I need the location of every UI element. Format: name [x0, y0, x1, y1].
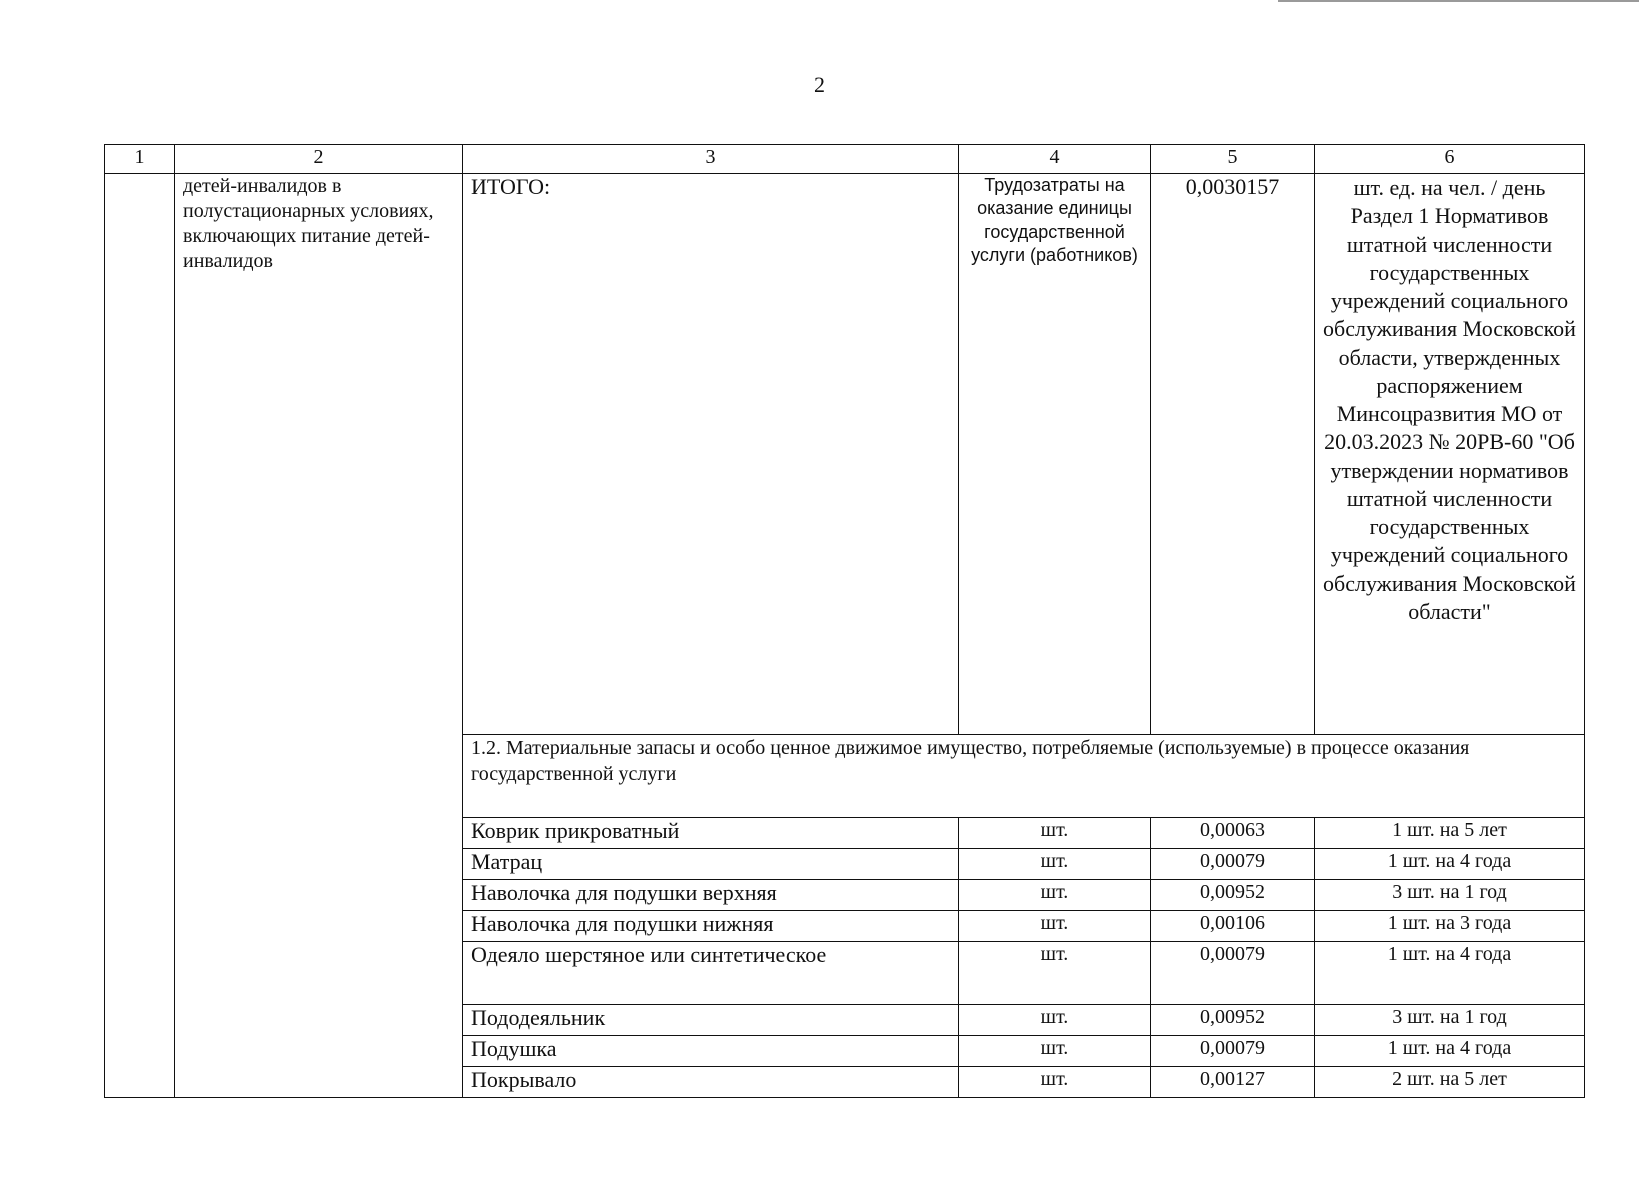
scan-edge-line	[1278, 0, 1639, 2]
material-name: Пододеяльник	[463, 1005, 959, 1036]
material-name: Матрац	[463, 849, 959, 880]
material-unit: шт.	[959, 818, 1151, 849]
column-number-row	[105, 145, 1585, 174]
column-number: 6	[1315, 145, 1585, 174]
material-name: Наволочка для подушки верхняя	[463, 880, 959, 911]
column-number: 2	[175, 145, 463, 174]
itogo-unit: Трудозатраты на оказание единицы государственной услуги (работников)	[959, 174, 1151, 735]
material-norm: 3 шт. на 1 год	[1315, 880, 1585, 911]
column-number: 4	[959, 145, 1151, 174]
material-value: 0,00106	[1151, 911, 1315, 942]
service-name-cell: детей-инвалидов в полустационарных условиях, включающих питание детей-инвалидов	[175, 174, 463, 1098]
material-norm: 1 шт. на 3 года	[1315, 911, 1585, 942]
material-norm: 1 шт. на 4 года	[1315, 849, 1585, 880]
material-norm: 2 шт. на 5 лет	[1315, 1067, 1585, 1098]
section-title: 1.2. Материальные запасы и особо ценное движимое имущество, потребляемые (используемые) в процессе оказания государственной услуги	[463, 735, 1585, 818]
material-value: 0,00079	[1151, 849, 1315, 880]
page-number: 2	[814, 72, 825, 97]
material-value: 0,00079	[1151, 1036, 1315, 1067]
material-unit: шт.	[959, 1067, 1151, 1098]
material-name: Наволочка для подушки нижняя	[463, 911, 959, 942]
material-unit: шт.	[959, 880, 1151, 911]
column-number: 5	[1151, 145, 1315, 174]
material-unit: шт.	[959, 849, 1151, 880]
material-unit: шт.	[959, 911, 1151, 942]
material-value: 0,00952	[1151, 880, 1315, 911]
material-unit: шт.	[959, 1005, 1151, 1036]
material-value: 0,00079	[1151, 942, 1315, 1005]
column-number: 3	[463, 145, 959, 174]
material-name: Покрывало	[463, 1067, 959, 1098]
material-name: Коврик прикроватный	[463, 818, 959, 849]
material-unit: шт.	[959, 1036, 1151, 1067]
norms-table	[104, 144, 1585, 1098]
material-unit: шт.	[959, 942, 1151, 1005]
itogo-label: ИТОГО:	[463, 174, 959, 735]
material-name: Одеяло шерстяное или синтетическое	[463, 942, 959, 1005]
itogo-row	[105, 174, 1585, 735]
itogo-value: 0,0030157	[1151, 174, 1315, 735]
itogo-note: шт. ед. на чел. / день Раздел 1 Нормативов штатной численности государственных учреждений социального обслуживания Московской области, утвержденных распоряжением Минсоцразвития МО от 20.03.2023 № 20РВ-60 "Об утверждении нормативов штатной численности государственных учреждений социального обслуживания Московской области"	[1315, 174, 1585, 735]
row-number-cell	[105, 174, 175, 1098]
material-norm: 3 шт. на 1 год	[1315, 1005, 1585, 1036]
material-value: 0,00952	[1151, 1005, 1315, 1036]
material-value: 0,00127	[1151, 1067, 1315, 1098]
material-norm: 1 шт. на 4 года	[1315, 942, 1585, 1005]
material-value: 0,00063	[1151, 818, 1315, 849]
material-norm: 1 шт. на 4 года	[1315, 1036, 1585, 1067]
material-norm: 1 шт. на 5 лет	[1315, 818, 1585, 849]
material-name: Подушка	[463, 1036, 959, 1067]
column-number: 1	[105, 145, 175, 174]
